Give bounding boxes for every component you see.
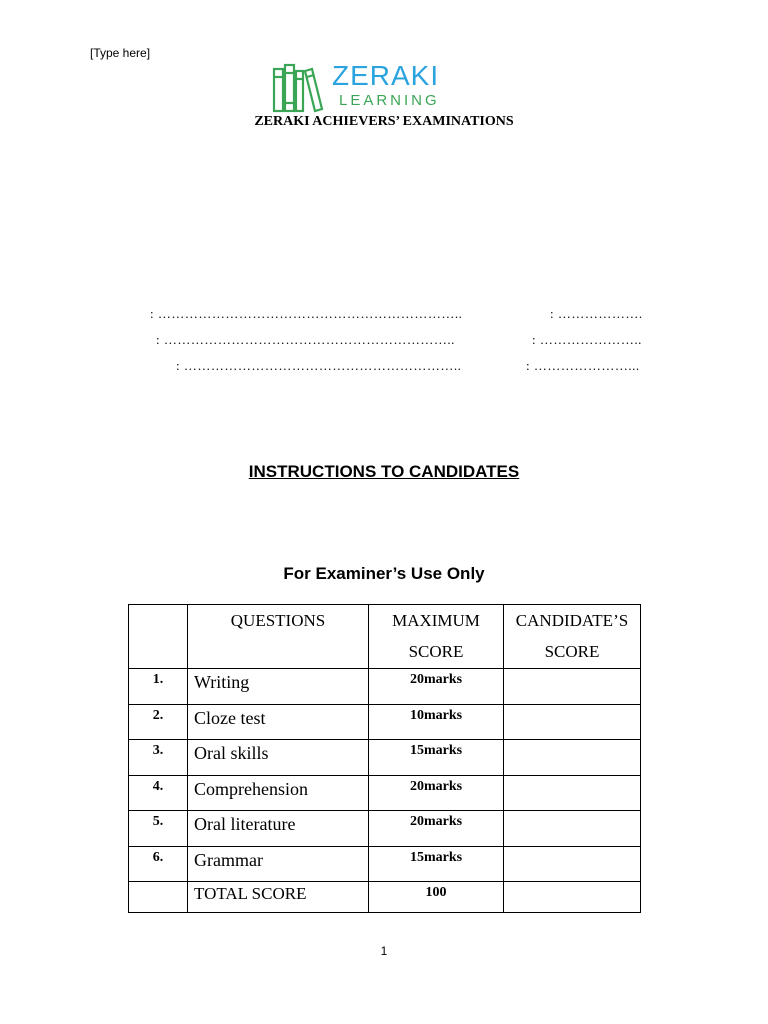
page-number: 1 (380, 944, 388, 958)
row-number: 1. (129, 669, 188, 705)
table-row (129, 775, 641, 811)
row-candidate-score[interactable] (504, 669, 641, 705)
header-note: [Type here] (90, 46, 151, 60)
total-max-score: 100 (369, 882, 504, 913)
instructions-heading-text: INSTRUCTIONS TO CANDIDATES (248, 462, 520, 481)
row-max-score: 15marks (369, 740, 504, 776)
table-row (129, 669, 641, 705)
row-max-score: 15marks (369, 846, 504, 882)
table-row (129, 846, 641, 882)
header-num-cell (129, 605, 188, 669)
row-candidate-score[interactable] (504, 704, 641, 740)
row-subject: Oral literature (188, 811, 369, 847)
row-subject: Oral skills (188, 740, 369, 776)
row-max-score: 20marks (369, 811, 504, 847)
header-cand-line2: SCORE (544, 642, 600, 661)
row-max-score: 20marks (369, 669, 504, 705)
exam-title: ZERAKI ACHIEVERS’ EXAMINATIONS (254, 114, 514, 129)
row-number: 3. (129, 740, 188, 776)
row-number: 4. (129, 775, 188, 811)
zeraki-logo (272, 60, 462, 113)
header-candidate-score (504, 605, 641, 669)
row-candidate-score[interactable] (504, 846, 641, 882)
header-questions: QUESTIONS (188, 605, 369, 669)
header-max-line1: MAXIMUM (392, 611, 480, 630)
fill-line-2-right: : ………………….. (532, 332, 642, 347)
total-num-cell (129, 882, 188, 913)
fill-line-3-right: : …………………... (526, 358, 640, 373)
row-number: 6. (129, 846, 188, 882)
fill-line-1-left: : ………………………………………………………….. (150, 306, 463, 321)
table-row (129, 704, 641, 740)
row-max-score: 20marks (369, 775, 504, 811)
books-icon (272, 63, 328, 113)
examiner-heading: For Examiner’s Use Only (283, 564, 485, 583)
header-max-line2: SCORE (408, 642, 464, 661)
row-number: 2. (129, 704, 188, 740)
row-subject: Grammar (188, 846, 369, 882)
fill-line-2-left: : ……………………………………………………….. (156, 332, 455, 347)
row-subject: Cloze test (188, 704, 369, 740)
fill-line-3-left: : …………………………………………………….. (176, 358, 462, 373)
instructions-heading (0, 462, 768, 482)
row-subject: Writing (188, 669, 369, 705)
row-candidate-score[interactable] (504, 775, 641, 811)
row-number: 5. (129, 811, 188, 847)
total-candidate-score[interactable] (504, 882, 641, 913)
table-row (129, 740, 641, 776)
fill-line-1-right: : ………………. (550, 306, 643, 321)
table-row (129, 811, 641, 847)
row-candidate-score[interactable] (504, 811, 641, 847)
total-row (129, 882, 641, 913)
row-max-score: 10marks (369, 704, 504, 740)
logo-word-learning: LEARNING (339, 92, 440, 109)
header-cand-line1: CANDIDATE’S (515, 611, 629, 630)
header-maximum-score (369, 605, 504, 669)
row-subject: Comprehension (188, 775, 369, 811)
logo-word-zeraki: ZERAKI (332, 60, 440, 91)
table-header-row (129, 605, 641, 669)
score-table (128, 604, 641, 913)
total-score-label: TOTAL SCORE (188, 882, 369, 913)
row-candidate-score[interactable] (504, 740, 641, 776)
